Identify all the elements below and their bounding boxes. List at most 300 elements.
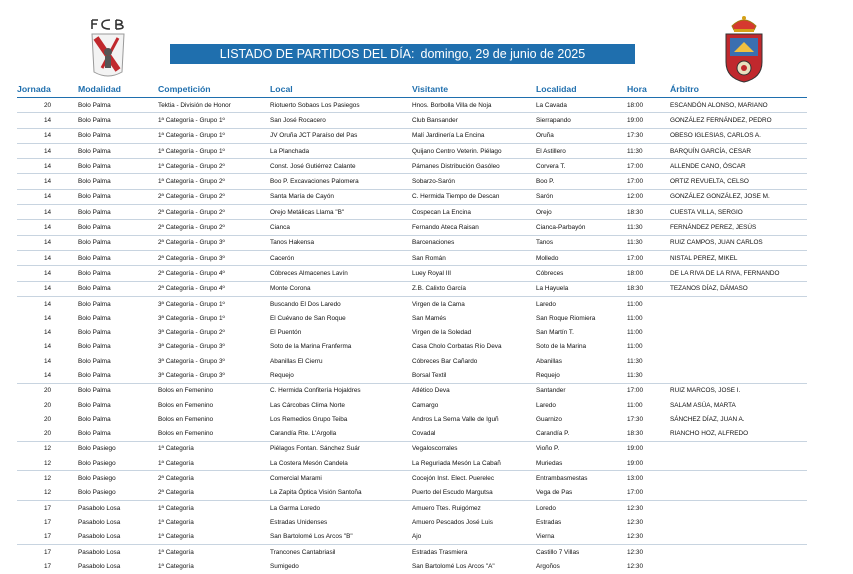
cell-localidad: Abanillas <box>536 357 562 365</box>
cell-arbitro <box>670 501 807 516</box>
cell-local: Trancones Cantabriasil <box>270 544 412 559</box>
cell-arbitro: BARQUÍN GARCÍA, CESAR <box>670 143 807 158</box>
cell-hora: 18:30 <box>627 205 670 220</box>
cell-visitante: Amuero Pescados José Luis <box>412 518 493 526</box>
cell-jornada: 14 <box>17 128 78 143</box>
table-row <box>17 128 807 143</box>
cell-hora: 17:00 <box>627 250 670 265</box>
table-row <box>17 340 807 354</box>
cell-competicion: 1ª Categoría <box>158 518 194 526</box>
table-row <box>17 427 807 442</box>
table-row <box>17 471 807 486</box>
cell-visitante: Covadal <box>412 430 436 438</box>
cell-visitante: Club Bansander <box>412 113 536 128</box>
cell-localidad: Loredo <box>536 501 627 516</box>
cell-local: Carandía Rte. L'Argolla <box>270 430 337 438</box>
cell-visitante: Pámanes Distribución Gasóleo <box>412 159 536 174</box>
cell-arbitro <box>670 544 807 559</box>
table-row <box>17 354 807 368</box>
cell-modalidad: Bolo Palma <box>78 357 111 365</box>
cell-visitante: San Bartolomé Los Arcos "A" <box>412 562 495 570</box>
cell-jornada: 17 <box>17 501 78 516</box>
cell-local: Piélagos Fontan. Sánchez Suár <box>270 441 412 456</box>
cell-visitante: San Román <box>412 250 536 265</box>
cell-hora: 11:30 <box>627 371 643 379</box>
cell-competicion: Bolos en Femenino <box>158 430 214 438</box>
cell-localidad: Laredo <box>536 401 556 409</box>
cell-modalidad: Bolo Palma <box>78 250 158 265</box>
cell-local: Buscando El Dos Laredo <box>270 296 412 311</box>
cell-competicion: 1ª Categoría <box>158 533 194 541</box>
cell-visitante: Virgen de la Soledad <box>412 329 472 337</box>
table-row <box>17 174 807 189</box>
title-label: LISTADO DE PARTIDOS DEL DÍA: <box>219 47 415 61</box>
cell-competicion: 1ª Categoría <box>158 562 194 570</box>
table-body <box>17 98 807 574</box>
cell-modalidad: Bolo Palma <box>78 343 111 351</box>
cell-hora: 11:00 <box>627 329 643 337</box>
cell-modalidad: Bolo Palma <box>78 113 158 128</box>
cell-visitante: Casa Cholo Corbatas Río Deva <box>412 343 502 351</box>
cell-visitante: Ajo <box>412 533 422 541</box>
cell-localidad: Vega de Pas <box>536 489 573 497</box>
cell-hora: 12:30 <box>627 544 670 559</box>
cell-modalidad: Bolo Pasiego <box>78 459 116 467</box>
cell-hora: 11:30 <box>627 357 643 365</box>
table-row <box>17 98 807 113</box>
cell-visitante: C. Hermida Tiempo de Descan <box>412 189 536 204</box>
cell-arbitro: GONZÁLEZ GONZÁLEZ, JOSE M. <box>670 189 807 204</box>
cell-localidad: Entrambasmestas <box>536 471 627 486</box>
cell-jornada: 14 <box>43 343 52 351</box>
col-header-local: Local <box>270 82 412 98</box>
col-header-competicion: Competición <box>158 82 270 98</box>
cell-localidad: La Cavada <box>536 101 567 109</box>
cell-modalidad: Bolo Palma <box>78 383 158 398</box>
cell-hora: 18:00 <box>627 101 643 109</box>
cell-visitante: Z.B. Calixto García <box>412 281 536 296</box>
table-row <box>17 398 807 412</box>
table-row <box>17 189 807 204</box>
cell-modalidad: Pasabolo Losa <box>78 562 121 570</box>
cell-localidad: San Martín T. <box>536 329 574 337</box>
cell-local: C. Hermida Confitería Hojaldres <box>270 383 412 398</box>
cell-local: Boo P. Excavaciones Palomera <box>270 174 412 189</box>
cell-local: Orejo Metálicas Llama "B" <box>270 205 412 220</box>
cell-modalidad: Bolo Pasiego <box>78 441 158 456</box>
cell-arbitro: NISTAL PEREZ, MIKEL <box>670 250 807 265</box>
cell-localidad: Castillo 7 Villas <box>536 544 627 559</box>
table-row <box>17 383 807 398</box>
cell-jornada: 12 <box>43 489 52 497</box>
cell-local: Comercial Marami <box>270 471 412 486</box>
col-header-hora: Hora <box>627 82 670 98</box>
cell-localidad: El Astillero <box>536 143 627 158</box>
cell-hora: 12:00 <box>627 189 670 204</box>
cell-arbitro: FERNÁNDEZ PEREZ, JESÚS <box>670 220 807 235</box>
table-row <box>17 159 807 174</box>
cell-competicion: 2ª Categoría - Grupo 2º <box>158 205 270 220</box>
cell-local: JV Oruña JCT Paraíso del Pas <box>270 128 412 143</box>
cell-modalidad: Bolo Palma <box>78 266 158 281</box>
table-row <box>17 113 807 128</box>
cell-hora: 17:30 <box>627 128 670 143</box>
cell-local: Los Remedios Grupo Teiba <box>270 415 348 423</box>
table-row <box>17 515 807 529</box>
cell-visitante: Quijano Centro Veterin. Piélago <box>412 143 536 158</box>
cell-modalidad: Bolo Palma <box>78 101 111 109</box>
cell-visitante: Luey Royal III <box>412 266 536 281</box>
cell-local: La Garma Loredo <box>270 501 412 516</box>
cell-local: Monte Corona <box>270 281 412 296</box>
cell-arbitro: SALAM ASÚA, MARTA <box>670 401 736 409</box>
cell-jornada: 12 <box>17 471 78 486</box>
cell-jornada: 14 <box>43 329 52 337</box>
cell-competicion: 2ª Categoría - Grupo 4º <box>158 281 270 296</box>
cell-arbitro: RUIZ MARCOS, JOSE I. <box>670 383 807 398</box>
cell-arbitro: RUIZ CAMPOS, JUAN CARLOS <box>670 235 807 250</box>
cell-competicion: Bolos en Femenino <box>158 383 270 398</box>
cell-modalidad: Bolo Palma <box>78 159 158 174</box>
cell-localidad: Sarón <box>536 189 627 204</box>
cell-hora: 11:00 <box>627 343 643 351</box>
cell-visitante: Virgen de la Cama <box>412 296 536 311</box>
cell-visitante: Andros La Serna Valle de Iguñ <box>412 415 499 423</box>
cell-local: Cacerón <box>270 250 412 265</box>
cell-competicion: 3ª Categoría - Grupo 3º <box>158 371 225 379</box>
cell-visitante: Vegaloscorrales <box>412 441 536 456</box>
table-row <box>17 250 807 265</box>
title-date: domingo, 29 de junio de 2025 <box>420 47 586 61</box>
cell-arbitro <box>670 296 807 311</box>
cell-competicion: 1ª Categoría - Grupo 2º <box>158 159 270 174</box>
cell-hora: 17:00 <box>627 159 670 174</box>
cell-competicion: 2ª Categoría <box>158 471 270 486</box>
cell-local: La Planchada <box>270 143 412 158</box>
cell-visitante: Borsal Textil <box>412 371 447 379</box>
cell-jornada: 20 <box>43 415 52 423</box>
cell-jornada: 20 <box>43 401 52 409</box>
cell-arbitro: SÁNCHEZ DÍAZ, JUAN A. <box>670 415 745 423</box>
cell-arbitro: CUESTA VILLA, SERGIO <box>670 205 807 220</box>
table-row <box>17 143 807 158</box>
cell-arbitro: TEZANOS DÍAZ, DÁMASO <box>670 281 807 296</box>
cell-visitante: San Mamés <box>412 314 447 322</box>
cell-local: La Zapita Óptica Visión Santoña <box>270 489 362 497</box>
cell-competicion: 1ª Categoría <box>158 441 270 456</box>
cell-competicion: 2ª Categoría - Grupo 2º <box>158 220 270 235</box>
cell-jornada: 14 <box>43 314 52 322</box>
cell-hora: 19:00 <box>627 113 670 128</box>
cell-jornada: 14 <box>17 174 78 189</box>
cell-modalidad: Bolo Palma <box>78 371 111 379</box>
cell-localidad: Corvera T. <box>536 159 627 174</box>
cell-jornada: 17 <box>43 562 52 570</box>
matches-table <box>17 82 807 574</box>
cell-local: Cianca <box>270 220 412 235</box>
cell-competicion: 2ª Categoría - Grupo 4º <box>158 266 270 281</box>
table-row <box>17 412 807 426</box>
cell-visitante: Hnos. Borbolla Villa de Noja <box>412 101 492 109</box>
cell-local: Santa María de Cayón <box>270 189 412 204</box>
cell-local: San Bartolomé Los Arcos "B" <box>270 533 353 541</box>
cell-local: El Cuévano de San Roque <box>270 314 346 322</box>
cell-arbitro <box>670 441 807 456</box>
cell-competicion: 2ª Categoría - Grupo 2º <box>158 189 270 204</box>
cell-visitante: Sobarzo-Sarón <box>412 174 536 189</box>
cell-arbitro: DE LA RIVA DE LA RIVA, FERNANDO <box>670 266 807 281</box>
cell-localidad: Tanos <box>536 235 627 250</box>
cell-competicion: 3ª Categoría - Grupo 3º <box>158 343 225 351</box>
cell-hora: 12:30 <box>627 518 643 526</box>
cell-hora: 19:00 <box>627 441 670 456</box>
cell-competicion: 1ª Categoría <box>158 459 194 467</box>
cell-modalidad: Pasabolo Losa <box>78 533 121 541</box>
cell-localidad: Laredo <box>536 296 627 311</box>
cell-visitante: Atlético Deva <box>412 383 536 398</box>
cell-jornada: 12 <box>43 459 52 467</box>
cell-localidad: Sierrapando <box>536 113 627 128</box>
cell-modalidad: Bolo Palma <box>78 329 111 337</box>
cell-localidad: Vioño P. <box>536 441 627 456</box>
cell-localidad: Santander <box>536 383 627 398</box>
table-row <box>17 456 807 471</box>
cell-competicion: 3ª Categoría - Grupo 3º <box>158 357 225 365</box>
cell-localidad: Carandía P. <box>536 430 570 438</box>
cell-jornada: 14 <box>17 250 78 265</box>
cell-hora: 17:00 <box>627 383 670 398</box>
cell-local: Abanillas El Cierru <box>270 357 323 365</box>
cell-jornada: 14 <box>17 113 78 128</box>
cell-jornada: 20 <box>43 101 52 109</box>
cell-visitante: Cóbreces Bar Cañardo <box>412 357 478 365</box>
cell-jornada: 14 <box>43 357 52 365</box>
cell-competicion: 2ª Categoría <box>158 489 194 497</box>
cell-modalidad: Bolo Pasiego <box>78 471 158 486</box>
cell-competicion: Bolos en Femenino <box>158 401 214 409</box>
cell-arbitro: RIANCHO HOZ, ALFREDO <box>670 430 749 438</box>
cell-jornada: 20 <box>17 383 78 398</box>
cell-competicion: 1ª Categoría - Grupo 2º <box>158 174 270 189</box>
cell-competicion: 2ª Categoría - Grupo 3º <box>158 250 270 265</box>
cell-arbitro: ESCANDÓN ALONSO, MARIANO <box>670 101 768 109</box>
cell-arbitro <box>670 559 807 573</box>
cell-localidad: Oruña <box>536 128 627 143</box>
cell-visitante: La Reguriada Mesón La Cabañ <box>412 459 501 467</box>
cell-hora: 13:00 <box>627 471 670 486</box>
cell-localidad: Boo P. <box>536 174 627 189</box>
cell-hora: 18:00 <box>627 266 670 281</box>
cell-competicion: 3ª Categoría - Grupo 1º <box>158 296 270 311</box>
cell-local: Const. José Gutiérrez Calante <box>270 159 412 174</box>
cell-hora: 17:30 <box>627 415 643 423</box>
cell-hora: 19:00 <box>627 459 643 467</box>
cell-arbitro <box>670 325 807 339</box>
cell-hora: 17:00 <box>627 489 643 497</box>
cell-competicion: 1ª Categoría <box>158 544 270 559</box>
cell-localidad: Orejo <box>536 205 627 220</box>
cell-local: La Costera Mesón Candela <box>270 459 348 467</box>
cell-modalidad: Bolo Palma <box>78 220 158 235</box>
cell-arbitro: ALLENDE CANO, ÓSCAR <box>670 159 807 174</box>
cell-visitante: Fernando Ateca Raisan <box>412 220 536 235</box>
cell-jornada: 17 <box>43 518 52 526</box>
cell-local: Requejo <box>270 371 294 379</box>
cell-localidad: Vierna <box>536 533 555 541</box>
cell-modalidad: Bolo Palma <box>78 189 158 204</box>
table-row <box>17 559 807 573</box>
cell-hora: 17:00 <box>627 174 670 189</box>
table-row <box>17 530 807 545</box>
cell-jornada: 14 <box>17 189 78 204</box>
cell-arbitro <box>670 530 807 545</box>
cell-hora: 12:30 <box>627 533 643 541</box>
table-row <box>17 281 807 296</box>
table-row <box>17 205 807 220</box>
table-row <box>17 501 807 516</box>
cell-localidad: Molledo <box>536 250 627 265</box>
cell-competicion: 1ª Categoría - Grupo 1º <box>158 113 270 128</box>
cell-modalidad: Bolo Palma <box>78 314 111 322</box>
cell-jornada: 14 <box>43 371 52 379</box>
cell-jornada: 14 <box>17 205 78 220</box>
coat-of-arms-icon <box>722 12 766 84</box>
cell-localidad: Muriedas <box>536 459 563 467</box>
cell-arbitro <box>670 354 807 368</box>
page-title <box>170 44 635 64</box>
cell-hora: 11:30 <box>627 143 670 158</box>
table-row <box>17 544 807 559</box>
col-header-arbitro: Árbitro <box>670 82 807 98</box>
cell-modalidad: Bolo Palma <box>78 415 111 423</box>
cell-localidad: Cóbreces <box>536 266 627 281</box>
cell-arbitro <box>670 311 807 325</box>
cell-jornada: 17 <box>43 533 52 541</box>
cell-modalidad: Bolo Palma <box>78 128 158 143</box>
table-row <box>17 368 807 383</box>
cell-arbitro <box>670 515 807 529</box>
cell-visitante: Puerto del Escudo Margutsa <box>412 489 493 497</box>
cell-local: Cóbreces Almacenes Lavín <box>270 266 412 281</box>
cell-competicion: 3ª Categoría - Grupo 1º <box>158 314 225 322</box>
cell-modalidad: Pasabolo Losa <box>78 518 121 526</box>
cell-visitante: Camargo <box>412 401 439 409</box>
cell-localidad: San Roque Riomiera <box>536 314 596 322</box>
cell-jornada: 14 <box>17 235 78 250</box>
cell-hora: 18:30 <box>627 430 643 438</box>
cell-modalidad: Bolo Palma <box>78 143 158 158</box>
col-header-jornada: Jornada <box>17 82 78 98</box>
cell-visitante: Cocejón Inst. Elect. Puerelec <box>412 471 536 486</box>
cell-competicion: 1ª Categoría - Grupo 1º <box>158 128 270 143</box>
table-header-row <box>17 82 807 98</box>
cell-modalidad: Bolo Palma <box>78 235 158 250</box>
cell-jornada: 14 <box>17 296 78 311</box>
cell-localidad: Argoños <box>536 562 560 570</box>
cell-local: Riotuerto Sobaos Los Pasiegos <box>270 101 360 109</box>
cell-localidad: Soto de la Marina <box>536 343 587 351</box>
cell-local: Soto de la Marina Franferma <box>270 343 352 351</box>
cell-competicion: 2ª Categoría - Grupo 3º <box>158 235 270 250</box>
cell-local: Sumigedo <box>270 562 299 570</box>
cell-visitante: Malí Jardinería La Encina <box>412 128 536 143</box>
cell-modalidad: Bolo Palma <box>78 174 158 189</box>
cell-local: Estradas Unidenses <box>270 518 328 526</box>
cell-arbitro <box>670 471 807 486</box>
cell-local: Las Cárcobas Clima Norte <box>270 401 345 409</box>
cell-modalidad: Pasabolo Losa <box>78 501 158 516</box>
cell-competicion: 1ª Categoría - Grupo 1º <box>158 143 270 158</box>
cell-jornada: 14 <box>17 159 78 174</box>
cell-arbitro: OBESO IGLESIAS, CARLOS A. <box>670 128 807 143</box>
table-row <box>17 311 807 325</box>
cell-jornada: 17 <box>17 544 78 559</box>
cell-jornada: 14 <box>17 143 78 158</box>
cell-visitante: Amuero Ttes. Ruigómez <box>412 501 536 516</box>
cell-modalidad: Bolo Palma <box>78 430 111 438</box>
table-row <box>17 266 807 281</box>
cell-jornada: 14 <box>17 281 78 296</box>
col-header-visitante: Visitante <box>412 82 536 98</box>
cell-hora: 12:30 <box>627 501 670 516</box>
cell-localidad: Estradas <box>536 518 562 526</box>
cell-visitante: Cospecan La Encina <box>412 205 536 220</box>
cell-modalidad: Bolo Palma <box>78 205 158 220</box>
col-header-modalidad: Modalidad <box>78 82 158 98</box>
table-row <box>17 296 807 311</box>
cell-jornada: 20 <box>43 430 52 438</box>
cell-localidad: La Hayuela <box>536 281 627 296</box>
cell-modalidad: Bolo Palma <box>78 281 158 296</box>
cell-hora: 11:00 <box>627 296 670 311</box>
cell-arbitro <box>670 486 807 501</box>
cell-local: San José Rocacero <box>270 113 412 128</box>
cell-visitante: Estradas Trasmiera <box>412 544 536 559</box>
col-header-localidad: Localidad <box>536 82 627 98</box>
cell-modalidad: Pasabolo Losa <box>78 544 158 559</box>
cell-hora: 18:30 <box>627 281 670 296</box>
table-row <box>17 486 807 501</box>
cell-jornada: 14 <box>17 266 78 281</box>
cell-modalidad: Bolo Palma <box>78 401 111 409</box>
cell-modalidad: Bolo Palma <box>78 296 158 311</box>
cell-local: Tanos Hakensa <box>270 235 412 250</box>
cell-visitante: Barcenaciones <box>412 235 536 250</box>
cell-jornada: 12 <box>17 441 78 456</box>
cell-local: El Puentón <box>270 329 302 337</box>
fcb-logo <box>78 12 138 84</box>
cell-arbitro <box>670 456 807 471</box>
cell-competicion: 3ª Categoría - Grupo 2º <box>158 329 225 337</box>
cell-localidad: Cianca-Parbayón <box>536 220 627 235</box>
cell-localidad: Requejo <box>536 371 560 379</box>
cell-arbitro: ORTIZ REVUELTA, CELSO <box>670 174 807 189</box>
cell-competicion: 1ª Categoría <box>158 501 270 516</box>
cell-arbitro <box>670 340 807 354</box>
table-row <box>17 235 807 250</box>
cell-hora: 11:30 <box>627 235 670 250</box>
cell-arbitro: GONZÁLEZ FERNÁNDEZ, PEDRO <box>670 113 807 128</box>
cell-competicion: Bolos en Femenino <box>158 415 214 423</box>
cell-modalidad: Bolo Pasiego <box>78 489 116 497</box>
table-row <box>17 220 807 235</box>
table-row <box>17 325 807 339</box>
cell-hora: 11:00 <box>627 314 643 322</box>
table-row <box>17 441 807 456</box>
cell-competicion: Tektia - División de Honor <box>158 101 231 109</box>
cell-hora: 12:30 <box>627 562 643 570</box>
cell-arbitro <box>670 368 807 383</box>
